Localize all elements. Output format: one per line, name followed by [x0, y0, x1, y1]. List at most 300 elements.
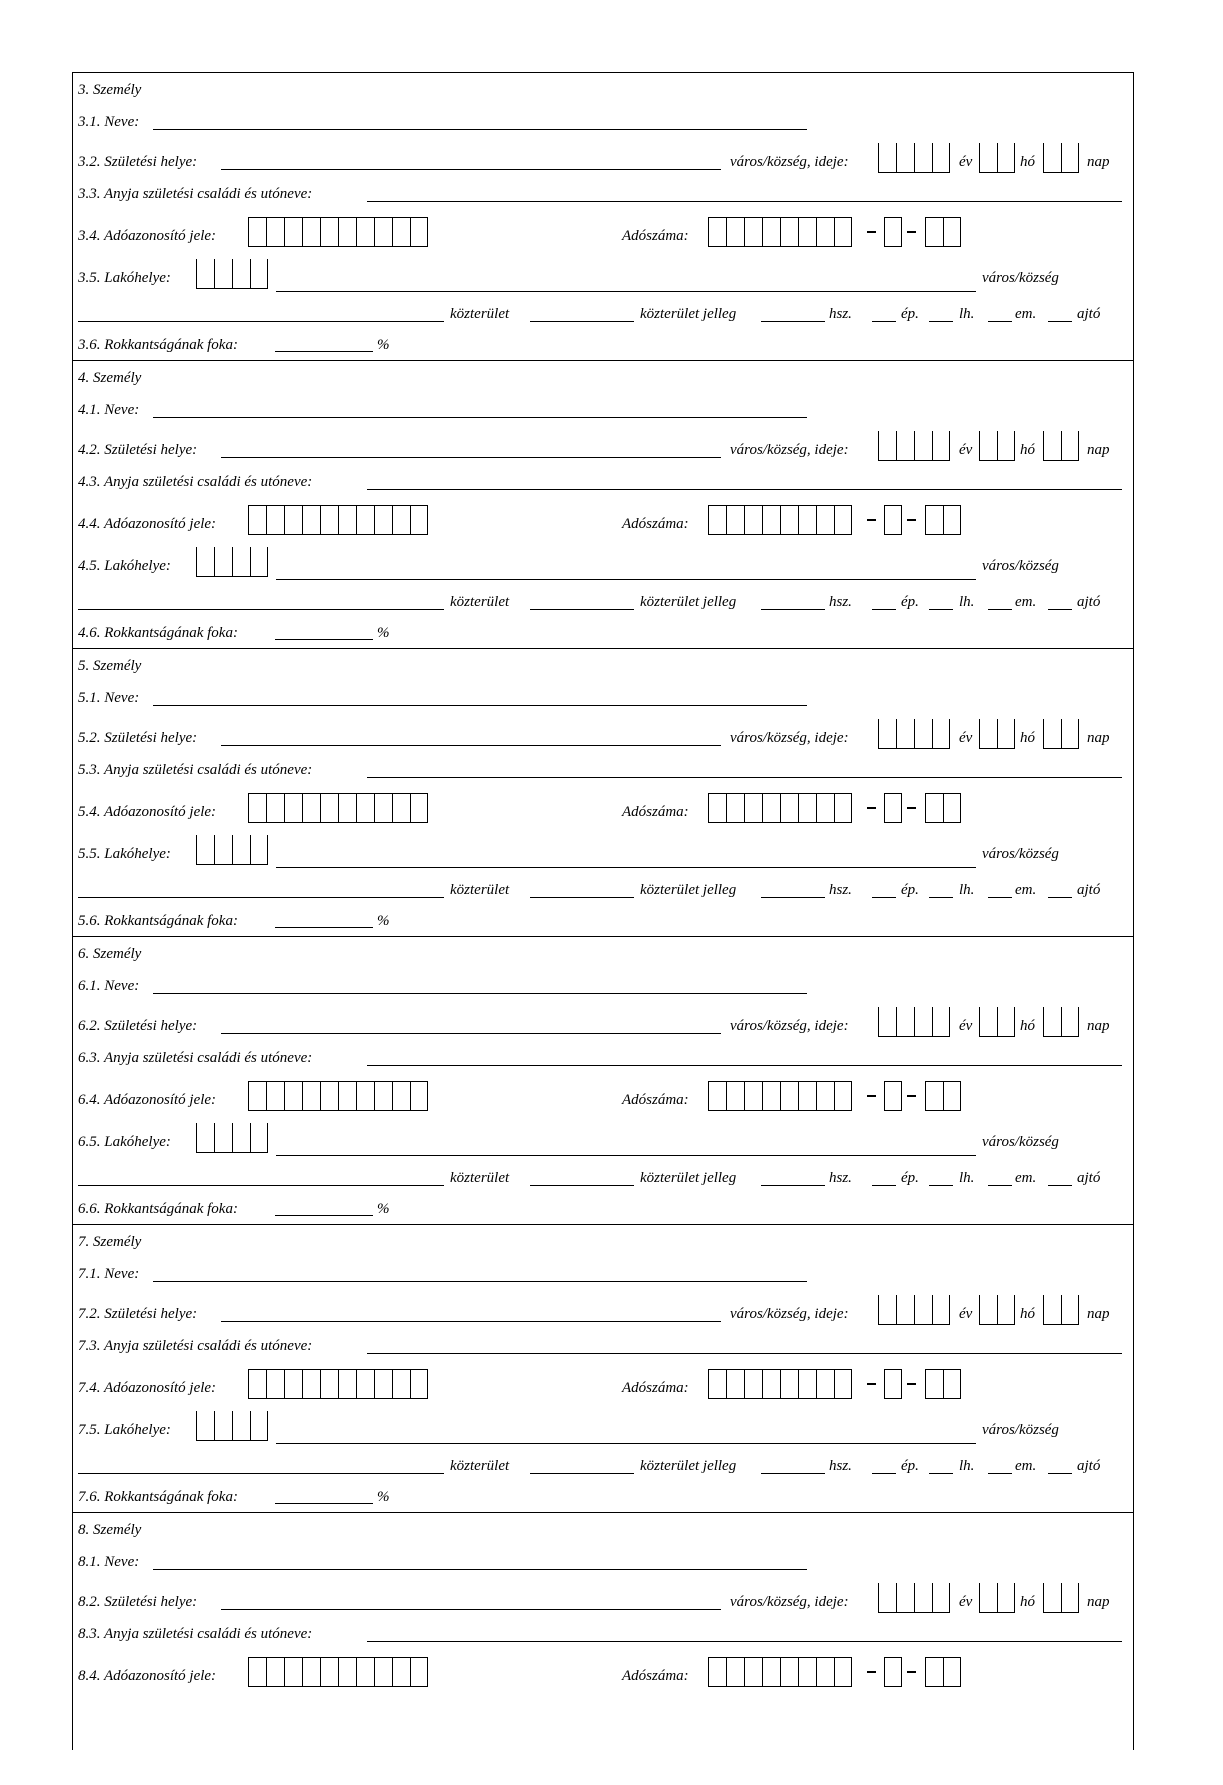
digit-box[interactable] [250, 835, 268, 865]
name-field[interactable] [153, 417, 807, 418]
tax-number-county-boxes[interactable] [925, 1369, 961, 1399]
door-field[interactable] [1048, 321, 1072, 322]
floor-field[interactable] [988, 1185, 1012, 1186]
digit-box[interactable] [338, 1081, 356, 1111]
digit-box[interactable] [744, 1369, 762, 1399]
street-field[interactable] [78, 1185, 444, 1186]
digit-box[interactable] [356, 1369, 374, 1399]
city-field[interactable] [276, 291, 976, 292]
birth-year-boxes[interactable] [878, 1583, 950, 1613]
digit-box[interactable] [1043, 719, 1061, 749]
digit-box[interactable] [356, 793, 374, 823]
digit-box[interactable] [925, 1081, 943, 1111]
digit-box[interactable] [884, 1657, 902, 1687]
digit-box[interactable] [392, 505, 410, 535]
mother-name-field[interactable] [367, 489, 1122, 490]
digit-box[interactable] [214, 835, 232, 865]
digit-box[interactable] [708, 217, 726, 247]
digit-box[interactable] [250, 1411, 268, 1441]
city-field[interactable] [276, 1443, 976, 1444]
digit-box[interactable] [232, 835, 250, 865]
floor-field[interactable] [988, 321, 1012, 322]
digit-box[interactable] [302, 793, 320, 823]
digit-box[interactable] [356, 505, 374, 535]
door-field[interactable] [1048, 1185, 1072, 1186]
city-field[interactable] [276, 579, 976, 580]
digit-box[interactable] [196, 835, 214, 865]
digit-box[interactable] [374, 1369, 392, 1399]
digit-box[interactable] [726, 793, 744, 823]
digit-box[interactable] [762, 1657, 780, 1687]
tax-number-main-boxes[interactable] [708, 1081, 852, 1111]
digit-box[interactable] [997, 431, 1015, 461]
digit-box[interactable] [410, 505, 428, 535]
digit-box[interactable] [214, 1123, 232, 1153]
digit-box[interactable] [979, 1295, 997, 1325]
digit-box[interactable] [1043, 143, 1061, 173]
mother-name-field[interactable] [367, 201, 1122, 202]
birth-day-boxes[interactable] [1043, 719, 1079, 749]
street-field[interactable] [78, 897, 444, 898]
tax-number-main-boxes[interactable] [708, 793, 852, 823]
digit-box[interactable] [932, 143, 950, 173]
house-number-field[interactable] [761, 321, 825, 322]
digit-box[interactable] [392, 1369, 410, 1399]
digit-box[interactable] [834, 1369, 852, 1399]
street-field[interactable] [78, 1473, 444, 1474]
digit-box[interactable] [232, 547, 250, 577]
digit-box[interactable] [762, 217, 780, 247]
digit-box[interactable] [232, 1411, 250, 1441]
birthplace-field[interactable] [221, 169, 721, 170]
digit-box[interactable] [392, 793, 410, 823]
digit-box[interactable] [780, 1657, 798, 1687]
digit-box[interactable] [1061, 1295, 1079, 1325]
tax-id-boxes[interactable] [248, 505, 428, 535]
digit-box[interactable] [266, 1369, 284, 1399]
digit-box[interactable] [284, 217, 302, 247]
digit-box[interactable] [943, 1081, 961, 1111]
digit-box[interactable] [320, 217, 338, 247]
digit-box[interactable] [338, 1657, 356, 1687]
digit-box[interactable] [284, 505, 302, 535]
tax-number-vat-box[interactable] [884, 217, 902, 247]
street-field[interactable] [78, 321, 444, 322]
digit-box[interactable] [744, 505, 762, 535]
digit-box[interactable] [1043, 431, 1061, 461]
digit-box[interactable] [356, 1657, 374, 1687]
street-type-field[interactable] [530, 1473, 634, 1474]
digit-box[interactable] [932, 1295, 950, 1325]
street-type-field[interactable] [530, 321, 634, 322]
digit-box[interactable] [410, 1081, 428, 1111]
digit-box[interactable] [997, 143, 1015, 173]
door-field[interactable] [1048, 609, 1072, 610]
digit-box[interactable] [302, 1657, 320, 1687]
digit-box[interactable] [780, 1081, 798, 1111]
digit-box[interactable] [896, 431, 914, 461]
digit-box[interactable] [726, 1657, 744, 1687]
disability-degree-field[interactable] [275, 1215, 373, 1216]
disability-degree-field[interactable] [275, 927, 373, 928]
digit-box[interactable] [266, 217, 284, 247]
digit-box[interactable] [196, 259, 214, 289]
birth-day-boxes[interactable] [1043, 1583, 1079, 1613]
tax-id-boxes[interactable] [248, 217, 428, 247]
digit-box[interactable] [884, 1369, 902, 1399]
digit-box[interactable] [834, 217, 852, 247]
digit-box[interactable] [834, 1657, 852, 1687]
digit-box[interactable] [762, 1081, 780, 1111]
digit-box[interactable] [979, 431, 997, 461]
digit-box[interactable] [816, 1657, 834, 1687]
digit-box[interactable] [1061, 719, 1079, 749]
birth-day-boxes[interactable] [1043, 1295, 1079, 1325]
street-field[interactable] [78, 609, 444, 610]
tax-number-main-boxes[interactable] [708, 217, 852, 247]
digit-box[interactable] [878, 1295, 896, 1325]
digit-box[interactable] [726, 217, 744, 247]
digit-box[interactable] [266, 505, 284, 535]
digit-box[interactable] [1043, 1583, 1061, 1613]
floor-field[interactable] [988, 897, 1012, 898]
digit-box[interactable] [997, 1295, 1015, 1325]
digit-box[interactable] [232, 1123, 250, 1153]
digit-box[interactable] [816, 217, 834, 247]
digit-box[interactable] [410, 1369, 428, 1399]
birth-day-boxes[interactable] [1043, 431, 1079, 461]
digit-box[interactable] [914, 719, 932, 749]
tax-number-main-boxes[interactable] [708, 1369, 852, 1399]
birth-month-boxes[interactable] [979, 1295, 1015, 1325]
tax-number-county-boxes[interactable] [925, 1081, 961, 1111]
digit-box[interactable] [708, 1081, 726, 1111]
digit-box[interactable] [338, 505, 356, 535]
digit-box[interactable] [410, 1657, 428, 1687]
tax-number-county-boxes[interactable] [925, 1657, 961, 1687]
digit-box[interactable] [896, 143, 914, 173]
digit-box[interactable] [780, 505, 798, 535]
digit-box[interactable] [726, 1081, 744, 1111]
digit-box[interactable] [266, 1657, 284, 1687]
birth-day-boxes[interactable] [1043, 1007, 1079, 1037]
postcode-boxes[interactable] [196, 547, 268, 577]
digit-box[interactable] [884, 505, 902, 535]
digit-box[interactable] [925, 1657, 943, 1687]
digit-box[interactable] [320, 505, 338, 535]
building-field[interactable] [872, 897, 896, 898]
digit-box[interactable] [284, 1369, 302, 1399]
digit-box[interactable] [925, 1369, 943, 1399]
tax-number-vat-box[interactable] [884, 1081, 902, 1111]
birth-year-boxes[interactable] [878, 1007, 950, 1037]
digit-box[interactable] [834, 505, 852, 535]
digit-box[interactable] [338, 217, 356, 247]
digit-box[interactable] [214, 547, 232, 577]
digit-box[interactable] [914, 1007, 932, 1037]
digit-box[interactable] [932, 1007, 950, 1037]
digit-box[interactable] [284, 1657, 302, 1687]
digit-box[interactable] [1061, 431, 1079, 461]
digit-box[interactable] [708, 1369, 726, 1399]
digit-box[interactable] [798, 1369, 816, 1399]
birth-year-boxes[interactable] [878, 1295, 950, 1325]
digit-box[interactable] [878, 431, 896, 461]
digit-box[interactable] [250, 259, 268, 289]
digit-box[interactable] [762, 1369, 780, 1399]
city-field[interactable] [276, 1155, 976, 1156]
house-number-field[interactable] [761, 1473, 825, 1474]
digit-box[interactable] [708, 1657, 726, 1687]
digit-box[interactable] [1043, 1007, 1061, 1037]
birth-year-boxes[interactable] [878, 143, 950, 173]
floor-field[interactable] [988, 609, 1012, 610]
tax-number-county-boxes[interactable] [925, 793, 961, 823]
digit-box[interactable] [884, 793, 902, 823]
digit-box[interactable] [266, 793, 284, 823]
digit-box[interactable] [250, 1123, 268, 1153]
digit-box[interactable] [896, 1007, 914, 1037]
digit-box[interactable] [798, 793, 816, 823]
postcode-boxes[interactable] [196, 1123, 268, 1153]
digit-box[interactable] [932, 431, 950, 461]
digit-box[interactable] [302, 505, 320, 535]
tax-id-boxes[interactable] [248, 1369, 428, 1399]
digit-box[interactable] [979, 719, 997, 749]
digit-box[interactable] [374, 793, 392, 823]
tax-number-vat-box[interactable] [884, 1369, 902, 1399]
digit-box[interactable] [284, 1081, 302, 1111]
digit-box[interactable] [338, 1369, 356, 1399]
tax-number-vat-box[interactable] [884, 505, 902, 535]
digit-box[interactable] [708, 793, 726, 823]
digit-box[interactable] [744, 1081, 762, 1111]
digit-box[interactable] [997, 719, 1015, 749]
birth-year-boxes[interactable] [878, 719, 950, 749]
digit-box[interactable] [410, 217, 428, 247]
building-field[interactable] [872, 321, 896, 322]
digit-box[interactable] [744, 793, 762, 823]
digit-box[interactable] [762, 793, 780, 823]
digit-box[interactable] [302, 1081, 320, 1111]
birthplace-field[interactable] [221, 1033, 721, 1034]
digit-box[interactable] [392, 1657, 410, 1687]
city-field[interactable] [276, 867, 976, 868]
digit-box[interactable] [932, 1583, 950, 1613]
digit-box[interactable] [943, 505, 961, 535]
postcode-boxes[interactable] [196, 835, 268, 865]
digit-box[interactable] [798, 505, 816, 535]
mother-name-field[interactable] [367, 777, 1122, 778]
floor-field[interactable] [988, 1473, 1012, 1474]
tax-id-boxes[interactable] [248, 1657, 428, 1687]
mother-name-field[interactable] [367, 1641, 1122, 1642]
mother-name-field[interactable] [367, 1353, 1122, 1354]
digit-box[interactable] [284, 793, 302, 823]
digit-box[interactable] [780, 1369, 798, 1399]
digit-box[interactable] [943, 793, 961, 823]
staircase-field[interactable] [929, 321, 953, 322]
tax-number-main-boxes[interactable] [708, 505, 852, 535]
postcode-boxes[interactable] [196, 1411, 268, 1441]
birthplace-field[interactable] [221, 457, 721, 458]
digit-box[interactable] [708, 505, 726, 535]
digit-box[interactable] [1061, 1007, 1079, 1037]
tax-number-county-boxes[interactable] [925, 217, 961, 247]
digit-box[interactable] [997, 1583, 1015, 1613]
digit-box[interactable] [878, 1007, 896, 1037]
name-field[interactable] [153, 705, 807, 706]
digit-box[interactable] [392, 1081, 410, 1111]
mother-name-field[interactable] [367, 1065, 1122, 1066]
house-number-field[interactable] [761, 1185, 825, 1186]
digit-box[interactable] [914, 143, 932, 173]
digit-box[interactable] [248, 505, 266, 535]
birth-month-boxes[interactable] [979, 1583, 1015, 1613]
door-field[interactable] [1048, 1473, 1072, 1474]
digit-box[interactable] [780, 217, 798, 247]
digit-box[interactable] [248, 793, 266, 823]
digit-box[interactable] [798, 1657, 816, 1687]
street-type-field[interactable] [530, 1185, 634, 1186]
tax-number-county-boxes[interactable] [925, 505, 961, 535]
digit-box[interactable] [816, 505, 834, 535]
staircase-field[interactable] [929, 1185, 953, 1186]
tax-number-vat-box[interactable] [884, 793, 902, 823]
digit-box[interactable] [1061, 143, 1079, 173]
digit-box[interactable] [762, 505, 780, 535]
digit-box[interactable] [726, 1369, 744, 1399]
tax-number-vat-box[interactable] [884, 1657, 902, 1687]
digit-box[interactable] [196, 547, 214, 577]
digit-box[interactable] [374, 1081, 392, 1111]
digit-box[interactable] [896, 1295, 914, 1325]
birth-month-boxes[interactable] [979, 431, 1015, 461]
digit-box[interactable] [338, 793, 356, 823]
digit-box[interactable] [798, 217, 816, 247]
door-field[interactable] [1048, 897, 1072, 898]
digit-box[interactable] [232, 259, 250, 289]
birth-month-boxes[interactable] [979, 143, 1015, 173]
building-field[interactable] [872, 1473, 896, 1474]
digit-box[interactable] [979, 143, 997, 173]
digit-box[interactable] [744, 1657, 762, 1687]
staircase-field[interactable] [929, 1473, 953, 1474]
name-field[interactable] [153, 1281, 807, 1282]
street-type-field[interactable] [530, 897, 634, 898]
digit-box[interactable] [196, 1123, 214, 1153]
digit-box[interactable] [196, 1411, 214, 1441]
digit-box[interactable] [798, 1081, 816, 1111]
digit-box[interactable] [1043, 1295, 1061, 1325]
birthplace-field[interactable] [221, 1321, 721, 1322]
digit-box[interactable] [356, 217, 374, 247]
house-number-field[interactable] [761, 609, 825, 610]
digit-box[interactable] [744, 217, 762, 247]
digit-box[interactable] [248, 1369, 266, 1399]
digit-box[interactable] [302, 217, 320, 247]
digit-box[interactable] [320, 793, 338, 823]
building-field[interactable] [872, 1185, 896, 1186]
digit-box[interactable] [374, 217, 392, 247]
digit-box[interactable] [896, 719, 914, 749]
digit-box[interactable] [884, 1081, 902, 1111]
street-type-field[interactable] [530, 609, 634, 610]
digit-box[interactable] [925, 217, 943, 247]
name-field[interactable] [153, 993, 807, 994]
digit-box[interactable] [925, 505, 943, 535]
building-field[interactable] [872, 609, 896, 610]
digit-box[interactable] [914, 1583, 932, 1613]
birthplace-field[interactable] [221, 745, 721, 746]
digit-box[interactable] [914, 1295, 932, 1325]
birth-month-boxes[interactable] [979, 1007, 1015, 1037]
disability-degree-field[interactable] [275, 351, 373, 352]
digit-box[interactable] [250, 547, 268, 577]
tax-id-boxes[interactable] [248, 1081, 428, 1111]
digit-box[interactable] [878, 719, 896, 749]
digit-box[interactable] [816, 793, 834, 823]
digit-box[interactable] [878, 143, 896, 173]
digit-box[interactable] [248, 217, 266, 247]
disability-degree-field[interactable] [275, 639, 373, 640]
digit-box[interactable] [374, 505, 392, 535]
digit-box[interactable] [834, 1081, 852, 1111]
house-number-field[interactable] [761, 897, 825, 898]
digit-box[interactable] [726, 505, 744, 535]
digit-box[interactable] [374, 1657, 392, 1687]
birth-year-boxes[interactable] [878, 431, 950, 461]
digit-box[interactable] [914, 431, 932, 461]
postcode-boxes[interactable] [196, 259, 268, 289]
digit-box[interactable] [302, 1369, 320, 1399]
digit-box[interactable] [943, 1369, 961, 1399]
disability-degree-field[interactable] [275, 1503, 373, 1504]
digit-box[interactable] [1061, 1583, 1079, 1613]
digit-box[interactable] [214, 1411, 232, 1441]
digit-box[interactable] [410, 793, 428, 823]
name-field[interactable] [153, 1569, 807, 1570]
digit-box[interactable] [997, 1007, 1015, 1037]
birthplace-field[interactable] [221, 1609, 721, 1610]
digit-box[interactable] [943, 1657, 961, 1687]
digit-box[interactable] [320, 1657, 338, 1687]
digit-box[interactable] [932, 719, 950, 749]
digit-box[interactable] [878, 1583, 896, 1613]
digit-box[interactable] [356, 1081, 374, 1111]
digit-box[interactable] [884, 217, 902, 247]
digit-box[interactable] [320, 1081, 338, 1111]
digit-box[interactable] [925, 793, 943, 823]
digit-box[interactable] [896, 1583, 914, 1613]
tax-number-main-boxes[interactable] [708, 1657, 852, 1687]
tax-id-boxes[interactable] [248, 793, 428, 823]
digit-box[interactable] [816, 1369, 834, 1399]
birth-month-boxes[interactable] [979, 719, 1015, 749]
digit-box[interactable] [816, 1081, 834, 1111]
digit-box[interactable] [834, 793, 852, 823]
digit-box[interactable] [979, 1007, 997, 1037]
name-field[interactable] [153, 129, 807, 130]
staircase-field[interactable] [929, 897, 953, 898]
digit-box[interactable] [248, 1081, 266, 1111]
digit-box[interactable] [392, 217, 410, 247]
digit-box[interactable] [780, 793, 798, 823]
digit-box[interactable] [320, 1369, 338, 1399]
digit-box[interactable] [266, 1081, 284, 1111]
digit-box[interactable] [248, 1657, 266, 1687]
digit-box[interactable] [943, 217, 961, 247]
